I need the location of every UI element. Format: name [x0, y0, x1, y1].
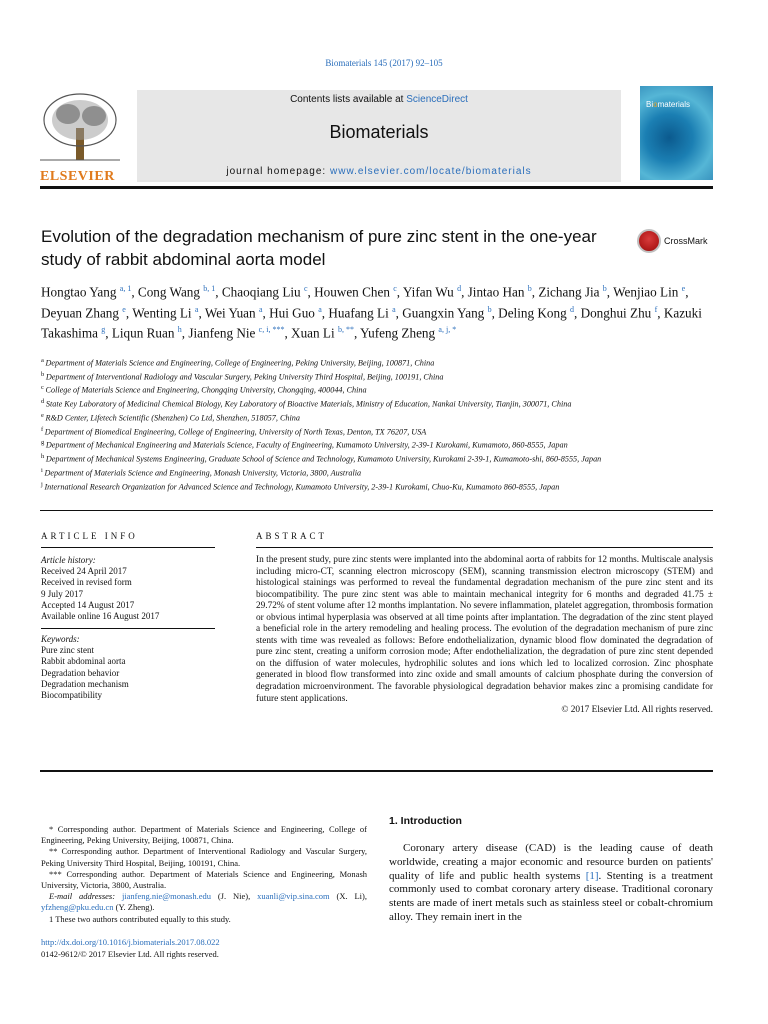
affiliation-list [41, 355, 731, 492]
affiliation-item [41, 465, 731, 479]
article-info-rule [41, 547, 215, 548]
journal-citation: Biomaterials 145 (2017) 92–105 [325, 58, 443, 68]
author-affiliation-marker[interactable]: e [122, 304, 126, 314]
affiliation-key: b [41, 370, 46, 378]
history-item: 9 July 2017 [41, 588, 84, 599]
affiliation-text: State Key Laboratory of Medicinal Chemical Biology, Key Laboratory of Bioactive Materials, Ministry of Education, Nankai University, Tianjin, 300071, China [45, 399, 572, 409]
affiliation-text: Department of Mechanical Engineering and Materials Science, Faculty of Engineering, Kumamoto University, 2-39-1 Kurokami, Kumamoto, 860-8555, Japan [45, 441, 568, 451]
affiliation-key: i [41, 466, 45, 474]
crossmark-label: CrossMark [664, 236, 708, 246]
article-title: Evolution of the degradation mechanism of pure zinc stent in the one-year study of rabbit abdominal aorta model [41, 227, 597, 269]
affiliation-key: c [41, 384, 46, 392]
author-affiliation-marker[interactable]: a [392, 304, 396, 314]
author-affiliation-marker[interactable]: h [177, 325, 182, 335]
affiliation-item [41, 382, 731, 396]
author-list: Hongtao Yang $^{a, 1}$, Cong Wang $^{b, 1}$, Chaoqiang Liu $^c$, Houwen Chen $^c$, Yifan Wu $^d$, Jintao Han $^b$, Zichang Jia $^b$, Wenjiao Lin $^e$, Deyuan Zhang $^e$, Wenting Li $^a$, Wei Yuan $^a$, Hui Guo $^a$, Huafang Li $^a$, Guangxin Yang $^b$, Deling Kong $^d$, Donghui Zhu $^f$, Kazuki Takashima $^g$, Liqun Ruan $^h$, Jianfeng Nie $^{c, i, ***}$, Xuan Li $^{b, **}$, Yufeng Zheng $^{a, j, *}$ [41, 284, 702, 341]
journal-homepage [137, 166, 621, 177]
author-name[interactable]: Kazuki Takashima [41, 304, 702, 341]
publisher-name: ELSEVIER [40, 169, 115, 184]
homepage-prefix: journal homepage: [226, 166, 330, 177]
history-item: Received in revised form [41, 577, 132, 588]
keyword-item: Pure zinc stent [41, 645, 94, 656]
affiliation-text: International Research Organization for Advanced Science and Technology, Kumamoto University, 2-39-1 Kurokami, Chuo-Ku, Kumamoto 860-8555, Japan [44, 482, 560, 492]
affiliation-item [41, 396, 731, 410]
history-label: Article history: [41, 555, 96, 565]
issn-line: 0142-9612/© 2017 Elsevier Ltd. All rights reserved. [41, 948, 219, 959]
contents-line [137, 94, 621, 105]
email-link-li[interactable]: xuanli@vip.sina.com [257, 891, 330, 902]
doi-link[interactable]: http://dx.doi.org/10.1016/j.biomaterials.2017.08.022 [41, 937, 220, 947]
author-name[interactable]: Zichang Jia [538, 284, 603, 300]
article-history [41, 555, 215, 622]
affiliation-item [41, 355, 731, 369]
tree-icon [40, 92, 120, 164]
affiliation-key: a [41, 357, 46, 364]
author-affiliation-marker[interactable]: b [602, 284, 607, 293]
elsevier-logo [40, 92, 120, 182]
author-affiliation-marker[interactable]: d [569, 304, 574, 314]
email-link-nie[interactable]: jianfeng.nie@monash.edu [121, 891, 211, 902]
email-label: E-mail addresses: [49, 891, 122, 902]
affiliation-item [41, 451, 731, 465]
affiliation-item [41, 437, 731, 451]
author-name[interactable]: Jianfeng Nie [188, 325, 259, 341]
affiliation-text: R&D Center, Lifetech Scientific (Shenzhen) Co Ltd, Shenzhen, 518057, China [45, 413, 300, 423]
homepage-link[interactable]: www.elsevier.com/locate/biomaterials [330, 166, 532, 177]
author-name[interactable]: Yufeng Zheng [360, 325, 439, 341]
author-name[interactable]: Liqun Ruan [111, 325, 178, 341]
author-affiliation-marker[interactable]: a [318, 304, 322, 314]
author-name[interactable]: Deling Kong [498, 304, 570, 320]
author-name[interactable]: Guangxin Yang [402, 304, 488, 320]
contents-prefix: Contents lists available at [290, 94, 407, 105]
affiliation-text: Department of Interventional Radiology and Vascular Surgery, Peking University Third Hospital, Beijing, 100191, China [45, 372, 444, 382]
author-name[interactable]: Donghui Zhu [580, 304, 655, 320]
footnote-corresponding-1: * Corresponding author. Department of Materials Science and Engineering, College of Engineering, Peking University, Beijing, 100871, China. [41, 824, 367, 846]
author-name[interactable]: Chaoqiang Liu [221, 284, 304, 300]
affiliation-text: College of Materials Science and Engineering, Chongqing University, Chongqing, 400044, China [45, 386, 367, 396]
abstract-end-rule [40, 770, 713, 772]
keywords [41, 634, 215, 701]
history-item: Accepted 14 August 2017 [41, 599, 135, 610]
author-name[interactable]: Wei Yuan [204, 304, 259, 320]
author-name[interactable]: Hui Guo [269, 304, 319, 320]
affiliation-text: Department of Materials Science and Engineering, Monash University, Victoria, 3800, Australia [44, 468, 362, 478]
affiliation-text: Department of Materials Science and Engineering, College of Engineering, Peking University, Beijing, 100871, China [45, 358, 435, 368]
footnotes [41, 824, 367, 925]
author-affiliation-marker[interactable]: a, 1 [119, 284, 132, 293]
author-affiliation-marker[interactable]: a [258, 304, 263, 314]
author-affiliation-marker[interactable]: c, i, *** [258, 325, 285, 335]
author-name[interactable]: Huafang Li [328, 304, 393, 320]
footnote-emails: E-mail addresses: jianfeng.nie@monash.edu (J. Nie), xuanli@vip.sina.com (X. Li), yfzheng@pku.edu.cn (Y. Zheng). [41, 891, 367, 913]
abstract-text: In the present study, pure zinc stents were implanted into the abdominal aorta of rabbits for 12 months. Multiscale analysis including micro-CT, scanning electron microscopy (SEM), scanning transmission electron microscopy (STEM) and histological stainings was performed to reveal the fundamental degradation mechanism of the pure zinc stent and its biocompatibility. The pure zinc stent was able to maintain mechanical integrity for 6 months and degraded 41.75 ± 29.72% of stent volume after 12 months implantation. No severe inflammation, platelet aggregation, thrombosis formation or obvious intimal hyperplasia was observed at all time points after implantation. The degradation of the zinc stent played a beneficial role in the artery remodeling and healing process. The evolution of the degradation mechanism of pure zinc stents with time was revealed as follows: Before endothelialization, dynamic blood flow dominated the degradation of pure zinc stent, creating a uniform corrosion mode; After endothelialization, the degradation of pure zinc stent depended on the diffusion of water molecules, hydrophilic solutes and ions which led to localized corrosion. Zinc phosphate generated in blood flow transformed into zinc oxide and small amounts of calcium phosphate during the conversion of degradation microenvironment. The favorable physiological degradation behavior makes zinc a promising candidate for future stent applications. [256, 555, 713, 704]
author-name[interactable]: Yifan Wu [402, 284, 458, 300]
author-affiliation-marker[interactable]: b, 1 [203, 284, 216, 293]
reference-link[interactable]: [1] [585, 869, 599, 882]
keyword-item: Degradation behavior [41, 667, 120, 678]
crossmark-icon [637, 229, 661, 253]
introduction-heading: 1. Introduction [389, 815, 462, 827]
sciencedirect-link[interactable]: ScienceDirect [406, 94, 468, 105]
author-affiliation-marker[interactable]: b [487, 304, 492, 314]
affiliation-item [41, 424, 731, 438]
author-affiliation-marker[interactable]: a [194, 304, 199, 314]
journal-title: Biomaterials [329, 122, 429, 142]
author-name[interactable]: Wenting Li [132, 304, 195, 320]
abstract-heading: ABSTRACT [256, 531, 328, 541]
affiliation-key: f [41, 425, 45, 433]
affiliation-key: h [41, 453, 46, 461]
author-affiliation-marker[interactable]: f [654, 304, 658, 314]
history-item: Received 24 April 2017 [41, 566, 127, 577]
affiliation-item [41, 479, 731, 493]
author-affiliation-marker[interactable]: c [303, 284, 308, 293]
author-affiliation-marker[interactable]: b, ** [337, 325, 354, 335]
keywords-rule [41, 628, 215, 629]
footnote-corresponding-3: *** Corresponding author. Department of Materials Science and Engineering, Monash University, Victoria, 3800, Australia. [41, 868, 367, 891]
author-name[interactable]: Deyuan Zhang [41, 304, 123, 320]
author-affiliation-marker[interactable]: a, j, * [438, 325, 457, 335]
affiliation-key: j [41, 480, 45, 488]
crossmark-badge[interactable] [637, 229, 708, 253]
email-link-zheng[interactable]: yfzheng@pku.edu.cn [41, 902, 114, 913]
abstract-body [256, 555, 713, 717]
affiliation-item [41, 410, 731, 424]
author-name[interactable]: Wenjiao Lin [613, 284, 682, 300]
affiliation-key: d [41, 398, 46, 406]
author-name[interactable]: Jintao Han [467, 284, 528, 300]
keywords-label: Keywords: [41, 634, 80, 644]
history-item: Available online 16 August 2017 [41, 611, 160, 622]
author-affiliation-marker[interactable]: e [681, 284, 686, 293]
author-name[interactable]: Hongtao Yang [41, 284, 120, 300]
introduction-text: Coronary artery disease (CAD) is the leading cause of death worldwide, creating a major economic and resource burden on patients' quality of life and public health systems [1]. Stenting is a treatment commonly used to combat coronary artery disease. Traditional coronary stents are made of inert metals such as stainless steel or cobalt-chromium alloy. They remain inert in the [389, 842, 713, 923]
author-affiliation-marker[interactable]: d [457, 284, 462, 293]
cover-title: Biomaterials [646, 100, 691, 109]
author-name[interactable]: Houwen Chen [314, 284, 394, 300]
affiliation-item [41, 369, 731, 383]
keyword-item: Biocompatibility [41, 690, 102, 701]
header-rule [40, 186, 713, 189]
author-affiliation-marker[interactable]: g [101, 325, 106, 335]
affiliation-key: e [41, 411, 46, 419]
affiliation-key: g [41, 439, 46, 447]
author-affiliation-marker[interactable]: c [393, 284, 397, 293]
keyword-item: Degradation mechanism [41, 678, 129, 689]
affiliation-rule [40, 510, 713, 511]
doi-block [41, 937, 367, 960]
footnote-corresponding-2: ** Corresponding author. Department of Interventional Radiology and Vascular Surgery, Peking University Third Hospital, Beijing, 100191, China. [41, 846, 367, 868]
author-name[interactable]: Xuan Li [291, 325, 338, 341]
author-affiliation-marker[interactable]: b [527, 284, 532, 293]
affiliation-text: Department of Mechanical Systems Engineering, Graduate School of Science and Technology, Kumamoto University, Kurokami 2-39-1, Kumamoto-shi, 860-8555, Japan [45, 454, 602, 464]
abstract-copyright: © 2017 Elsevier Ltd. All rights reserved. [561, 705, 713, 716]
keyword-item: Rabbit abdominal aorta [41, 656, 126, 667]
author-name[interactable]: Cong Wang [137, 284, 204, 300]
article-info-heading: ARTICLE INFO [41, 531, 138, 541]
journal-cover [640, 86, 713, 180]
footnote-equal-contribution: 1 These two authors contributed equally to this study. [49, 913, 231, 924]
abstract-rule [256, 547, 713, 548]
affiliation-text: Department of Biomedical Engineering, College of Engineering, University of North Texas, Denton, TX 76207, USA [44, 427, 427, 437]
